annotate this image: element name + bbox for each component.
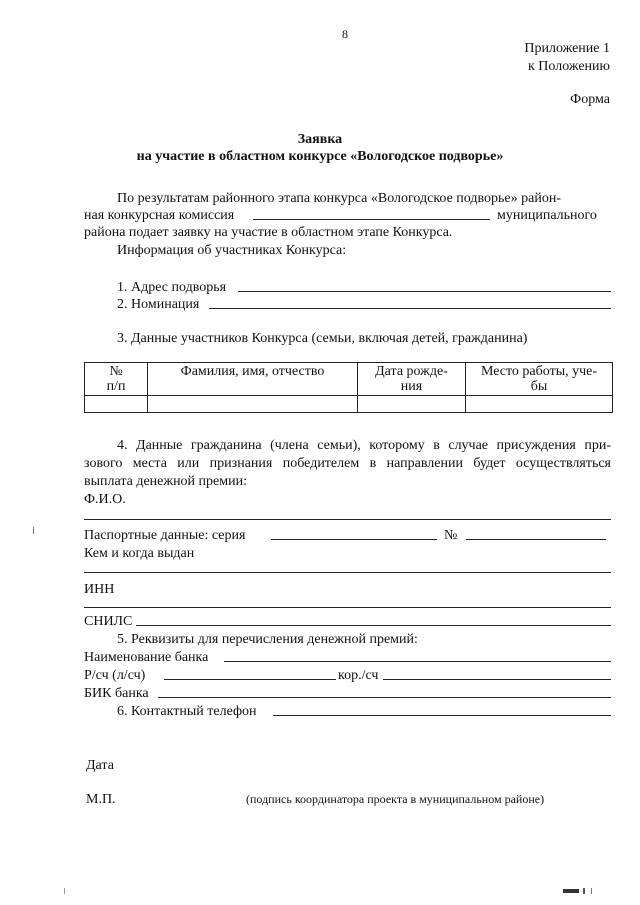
citizen-line-3: выплата денежной премии: <box>84 474 247 489</box>
bank-name-field[interactable] <box>224 661 611 662</box>
table-row <box>85 396 613 413</box>
scan-mark <box>64 888 65 894</box>
intro-line-2a: ная конкурсная комиссия <box>84 208 235 223</box>
header-number-line1: № <box>109 364 123 379</box>
header-number-line2: п/п <box>106 379 126 394</box>
address-label: 1. Адрес подворья <box>117 280 227 295</box>
intro-line-1: По результатам районного этапа конкурса «Вологодское подворье» район- <box>117 191 561 206</box>
citizen-line-1: 4. Данные гражданина (члена семьи), которому в случае присуждения при- <box>117 438 611 453</box>
phone-field[interactable] <box>273 715 611 716</box>
table-cell[interactable] <box>466 396 613 413</box>
participants-label: 3. Данные участников Конкурса (семьи, включая детей, гражданина) <box>117 331 528 346</box>
snils-field[interactable] <box>136 625 611 626</box>
page-number: 8 <box>342 27 348 41</box>
header-birthdate-line1: Дата рожде- <box>375 364 448 379</box>
account-label: Р/сч (л/сч) <box>84 668 146 683</box>
intro-line-2b: муниципального <box>497 208 597 223</box>
table-cell[interactable] <box>148 396 358 413</box>
passport-number-field[interactable] <box>466 539 606 540</box>
scan-mark <box>33 527 34 534</box>
table-header-birthdate <box>358 363 466 396</box>
citizen-line-2: зового места или признания победителем в направлении будет осуществляться <box>84 456 611 471</box>
bank-name-label: Наименование банка <box>84 650 209 665</box>
address-field[interactable] <box>238 291 611 292</box>
intro-line-4: Информация об участниках Конкурса: <box>117 243 347 258</box>
table-cell[interactable] <box>85 396 148 413</box>
snils-label: СНИЛС <box>84 614 133 629</box>
scan-mark <box>591 888 592 894</box>
intro-line-3: района подает заявку на участие в областном этапе Конкурса. <box>84 225 453 240</box>
header-birthdate-line2: ния <box>400 379 423 394</box>
table-header-number <box>85 363 148 396</box>
table-header-fullname <box>148 363 358 396</box>
inn-field[interactable] <box>84 607 611 608</box>
bank-heading: 5. Реквизиты для перечисления денежной премий: <box>117 632 418 647</box>
date-label: Дата <box>86 758 114 773</box>
issued-field[interactable] <box>84 572 611 573</box>
application-title: Заявка <box>297 132 343 147</box>
regulation-label: к Положению <box>527 59 610 74</box>
scan-mark <box>563 889 579 893</box>
header-fullname-line1: Фамилия, имя, отчество <box>180 364 325 379</box>
passport-series-label: Паспортные данные: серия <box>84 528 246 543</box>
scan-mark <box>583 888 585 894</box>
fio-label: Ф.И.О. <box>84 492 126 507</box>
signature-caption: (подпись координатора проекта в муниципальном районе) <box>246 792 545 806</box>
header-workplace-line1: Место работы, уче- <box>480 364 598 379</box>
passport-series-field[interactable] <box>271 539 437 540</box>
issued-label: Кем и когда выдан <box>84 546 195 561</box>
phone-label: 6. Контактный телефон <box>117 704 257 719</box>
table-cell[interactable] <box>358 396 466 413</box>
corr-account-field[interactable] <box>383 679 611 680</box>
corr-account-label: кор./сч <box>338 668 379 683</box>
inn-label: ИНН <box>84 582 115 597</box>
fio-field[interactable] <box>84 519 611 520</box>
bik-label: БИК банка <box>84 686 149 701</box>
nomination-field[interactable] <box>209 308 611 309</box>
commission-blank[interactable] <box>253 219 490 220</box>
stamp-label: М.П. <box>86 792 116 807</box>
header-workplace-line2: бы <box>530 379 548 394</box>
table-header-row <box>85 363 613 396</box>
form-label: Форма <box>570 92 610 107</box>
passport-number-label: № <box>444 528 458 543</box>
participants-table <box>84 362 613 413</box>
appendix-label: Приложение 1 <box>524 41 610 56</box>
account-field[interactable] <box>164 679 336 680</box>
bik-field[interactable] <box>158 697 611 698</box>
table-header-workplace <box>466 363 613 396</box>
nomination-label: 2. Номинация <box>117 297 200 312</box>
application-subtitle: на участие в областном конкурсе «Вологодское подворье» <box>136 149 504 164</box>
